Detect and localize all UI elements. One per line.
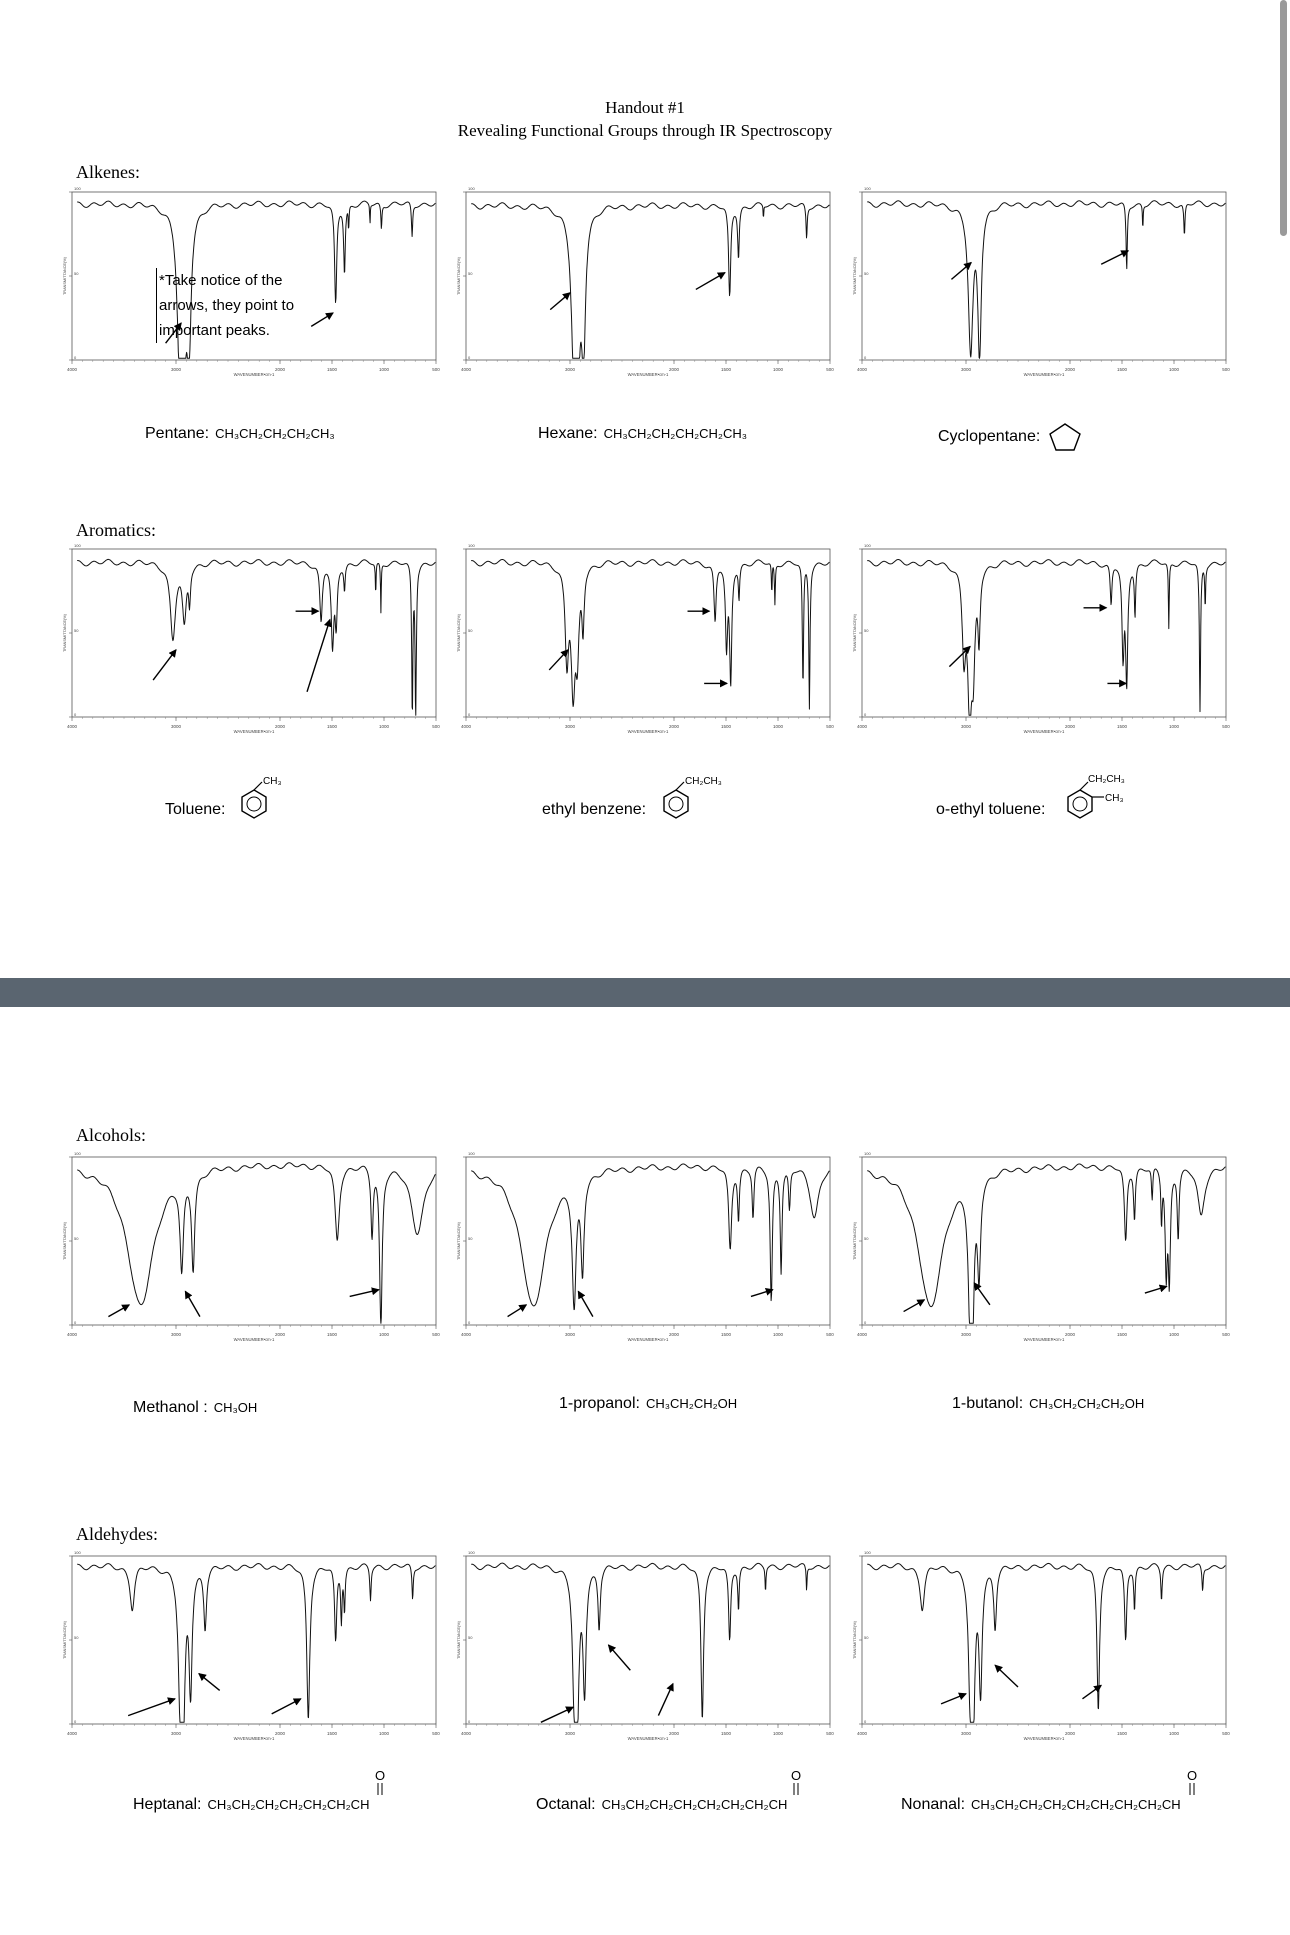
y-tick-label: 100 <box>864 543 871 548</box>
peak-arrow <box>508 1305 527 1317</box>
x-axis-label: WAVENUMBER•cm-1 <box>1023 372 1065 377</box>
peak-arrow <box>995 1665 1018 1687</box>
x-tick-label: 1000 <box>1168 1332 1180 1337</box>
caption-nonanal <box>901 1796 1181 1814</box>
spectrum-line <box>867 201 1225 359</box>
y-tick-label: 0 <box>468 355 471 360</box>
x-axis-label: WAVENUMBER•cm-1 <box>1023 729 1065 734</box>
y-axis-label: TRANSMITTANCE(%) <box>63 257 67 295</box>
compound-formula: CH₃OH <box>213 1400 258 1415</box>
x-tick-label: 3000 <box>960 1332 972 1337</box>
y-axis-label: TRANSMITTANCE(%) <box>63 614 67 652</box>
handout-subtitle: Revealing Functional Groups through IR Spectroscopy <box>457 121 833 140</box>
x-tick-label: 2000 <box>668 1332 680 1337</box>
spectrum-methanol <box>63 1151 440 1363</box>
spectrum-line <box>77 1564 435 1723</box>
peak-arrow <box>1101 251 1128 264</box>
x-tick-label: 500 <box>432 1731 440 1736</box>
section-aldehydes: Aldehydes: <box>76 1524 158 1544</box>
compound-name: Cyclopentane: <box>938 428 1041 445</box>
x-axis-label: WAVENUMBER•cm-1 <box>627 1337 669 1342</box>
caption-hexane <box>538 425 747 443</box>
caption-o-ethyltoluene <box>936 801 1045 819</box>
x-tick-label: 1000 <box>772 1731 784 1736</box>
x-tick-label: 3000 <box>170 1332 182 1337</box>
o-ethyltoluene-structure <box>1062 772 1152 824</box>
peak-arrow <box>951 263 971 280</box>
x-tick-label: 2000 <box>1064 724 1076 729</box>
compound-name: Hexane: <box>538 425 598 442</box>
arrow-note: *Take notice of the arrows, they point to important peaks. <box>156 268 299 343</box>
x-tick-label: 1000 <box>1168 367 1180 372</box>
y-axis-label: TRANSMITTANCE(%) <box>457 614 461 652</box>
peak-arrow <box>311 313 333 326</box>
caption-ethylbenzene <box>542 801 646 819</box>
y-tick-label: 50 <box>864 271 869 276</box>
peak-arrow <box>974 1283 990 1305</box>
peak-arrow <box>272 1699 301 1714</box>
caption-1-butanol <box>952 1395 1144 1413</box>
x-tick-label: 1000 <box>378 1731 390 1736</box>
x-tick-label: 1500 <box>720 1731 732 1736</box>
section-alkenes: Alkenes: <box>76 162 140 182</box>
compound-name: 1-propanol: <box>559 1395 640 1412</box>
y-tick-label: 0 <box>468 712 471 717</box>
y-tick-label: 100 <box>864 1151 871 1156</box>
y-tick-label: 100 <box>468 1151 475 1156</box>
caption-cyclopentane <box>938 428 1040 446</box>
carbonyl-oxygen: O <box>375 1768 386 1783</box>
x-tick-label: 2000 <box>668 724 680 729</box>
peak-arrow <box>350 1290 379 1297</box>
spectrum-line <box>867 1563 1225 1722</box>
peak-arrow <box>108 1305 129 1317</box>
caption-toluene <box>165 801 226 819</box>
x-tick-label: 1500 <box>1116 724 1128 729</box>
x-tick-label: 3000 <box>960 367 972 372</box>
cyclopentane-structure <box>1047 422 1083 452</box>
compound-formula: CH₃CH₂CH₂OH <box>645 1396 738 1411</box>
y-tick-label: 0 <box>864 1320 867 1325</box>
spectrum-line <box>471 560 829 710</box>
peak-arrow <box>153 650 176 680</box>
x-axis-label: WAVENUMBER•cm-1 <box>1023 1736 1065 1741</box>
x-tick-label: 4000 <box>66 367 78 372</box>
y-axis-label: TRANSMITTANCE(%) <box>457 1222 461 1260</box>
spectrum-1-propanol <box>457 1151 834 1363</box>
peak-arrow <box>941 1694 966 1704</box>
spectrum-line <box>867 560 1225 716</box>
ethylbenzene-structure <box>658 776 738 824</box>
y-tick-label: 0 <box>864 355 867 360</box>
spectrum-line <box>471 1563 829 1722</box>
peak-arrow <box>307 620 330 692</box>
y-axis-label: TRANSMITTANCE(%) <box>457 257 461 295</box>
y-tick-label: 100 <box>468 186 475 191</box>
y-tick-label: 50 <box>864 1635 869 1640</box>
plot-frame <box>862 549 1226 717</box>
peak-arrow <box>658 1684 673 1716</box>
spectrum-cyclopentane <box>853 186 1230 398</box>
page-divider <box>0 978 1290 1007</box>
x-tick-label: 4000 <box>460 1332 472 1337</box>
section-alcohols: Alcohols: <box>76 1125 146 1145</box>
spectrum-nonanal <box>853 1550 1230 1762</box>
x-tick-label: 3000 <box>564 367 576 372</box>
spectrum-1-butanol <box>853 1151 1230 1363</box>
x-tick-label: 3000 <box>170 367 182 372</box>
compound-formula: CH₃CH₂CH₂CH₂CH₃ <box>215 426 335 441</box>
substituent-label: CH₃ <box>263 776 282 787</box>
plot-frame <box>72 1556 436 1724</box>
compound-name: Methanol : <box>133 1399 208 1416</box>
x-tick-label: 4000 <box>460 724 472 729</box>
y-tick-label: 0 <box>74 712 77 717</box>
y-tick-label: 50 <box>864 628 869 633</box>
y-tick-label: 100 <box>864 1550 871 1555</box>
carbonyl-octanal <box>788 1768 804 1798</box>
y-axis-label: TRANSMITTANCE(%) <box>457 1621 461 1659</box>
y-tick-label: 100 <box>74 186 81 191</box>
compound-name: Heptanal: <box>133 1796 202 1813</box>
y-tick-label: 50 <box>74 1635 79 1640</box>
peak-arrow <box>541 1707 573 1722</box>
x-tick-label: 500 <box>826 724 834 729</box>
x-axis-label: WAVENUMBER•cm-1 <box>233 729 275 734</box>
y-tick-label: 100 <box>74 1151 81 1156</box>
y-tick-label: 0 <box>468 1719 471 1724</box>
handout-title: Handout #1 <box>605 98 685 117</box>
x-tick-label: 4000 <box>66 1332 78 1337</box>
spectrum-octanal <box>457 1550 834 1762</box>
x-tick-label: 2000 <box>1064 1731 1076 1736</box>
x-axis-label: WAVENUMBER•cm-1 <box>233 1337 275 1342</box>
x-tick-label: 1000 <box>772 1332 784 1337</box>
y-tick-label: 50 <box>74 271 79 276</box>
peak-arrow <box>608 1645 630 1670</box>
y-tick-label: 0 <box>468 1320 471 1325</box>
x-tick-label: 2000 <box>668 367 680 372</box>
x-tick-label: 500 <box>1222 1332 1230 1337</box>
x-tick-label: 2000 <box>1064 1332 1076 1337</box>
y-tick-label: 100 <box>468 1550 475 1555</box>
spectrum-toluene <box>63 543 440 755</box>
y-tick-label: 50 <box>468 271 473 276</box>
compound-formula: CH₃CH₂CH₂CH₂CH₂CH₂CH₂CH₂CH <box>971 1797 1181 1812</box>
x-tick-label: 2000 <box>1064 367 1076 372</box>
x-tick-label: 500 <box>432 724 440 729</box>
peak-arrow <box>199 1674 220 1691</box>
x-tick-label: 500 <box>432 367 440 372</box>
spectrum-o-ethyltoluene <box>853 543 1230 755</box>
x-tick-label: 1500 <box>720 1332 732 1337</box>
x-tick-label: 1500 <box>1116 1731 1128 1736</box>
caption-1-propanol <box>559 1395 737 1413</box>
x-tick-label: 500 <box>826 1332 834 1337</box>
y-tick-label: 50 <box>468 1236 473 1241</box>
x-tick-label: 4000 <box>856 1332 868 1337</box>
y-tick-label: 50 <box>74 628 79 633</box>
spectrum-line <box>77 559 435 715</box>
toluene-structure <box>236 776 286 824</box>
x-tick-label: 500 <box>1222 367 1230 372</box>
plot-frame <box>466 1556 830 1724</box>
compound-formula: CH₃CH₂CH₂CH₂CH₂CH₂CH <box>207 1797 370 1812</box>
y-axis-label: TRANSMITTANCE(%) <box>853 1621 857 1659</box>
x-axis-label: WAVENUMBER•cm-1 <box>1023 1337 1065 1342</box>
compound-name: Octanal: <box>536 1796 596 1813</box>
x-tick-label: 3000 <box>170 1731 182 1736</box>
carbonyl-oxygen: O <box>791 1768 802 1783</box>
x-tick-label: 1500 <box>1116 1332 1128 1337</box>
plot-frame <box>466 192 830 360</box>
x-tick-label: 1500 <box>326 367 338 372</box>
x-tick-label: 1000 <box>378 1332 390 1337</box>
peak-arrow <box>1145 1286 1167 1293</box>
x-tick-label: 2000 <box>274 1731 286 1736</box>
compound-formula: CH₃CH₂CH₂CH₂OH <box>1029 1396 1145 1411</box>
x-tick-label: 1000 <box>772 367 784 372</box>
x-tick-label: 1000 <box>1168 1731 1180 1736</box>
y-tick-label: 0 <box>74 355 77 360</box>
x-tick-label: 500 <box>432 1332 440 1337</box>
compound-name: ethyl benzene: <box>542 801 647 818</box>
x-tick-label: 3000 <box>564 724 576 729</box>
x-tick-label: 2000 <box>274 1332 286 1337</box>
x-tick-label: 3000 <box>170 724 182 729</box>
compound-formula: CH₃CH₂CH₂CH₂CH₂CH₂CH₂CH <box>601 1797 788 1812</box>
scrollbar-thumb[interactable] <box>1280 0 1287 236</box>
y-tick-label: 50 <box>468 1635 473 1640</box>
x-tick-label: 2000 <box>274 367 286 372</box>
x-tick-label: 3000 <box>960 724 972 729</box>
y-tick-label: 50 <box>468 628 473 633</box>
y-tick-label: 100 <box>864 186 871 191</box>
x-axis-label: WAVENUMBER•cm-1 <box>627 1736 669 1741</box>
peak-arrow <box>550 293 570 310</box>
plot-frame <box>862 192 1226 360</box>
x-tick-label: 1000 <box>378 367 390 372</box>
compound-name: Pentane: <box>145 425 210 442</box>
peak-arrow <box>128 1699 175 1716</box>
compound-formula: CH₃CH₂CH₂CH₂CH₂CH₃ <box>603 426 748 441</box>
x-axis-label: WAVENUMBER•cm-1 <box>627 729 669 734</box>
peak-arrow <box>751 1290 773 1297</box>
x-tick-label: 1500 <box>326 1731 338 1736</box>
x-tick-label: 4000 <box>856 367 868 372</box>
x-tick-label: 1000 <box>772 724 784 729</box>
caption-heptanal <box>133 1796 369 1814</box>
x-tick-label: 500 <box>1222 724 1230 729</box>
y-tick-label: 0 <box>864 1719 867 1724</box>
peak-arrow <box>185 1291 200 1316</box>
x-tick-label: 1500 <box>326 1332 338 1337</box>
x-tick-label: 4000 <box>66 724 78 729</box>
x-axis-label: WAVENUMBER•cm-1 <box>233 372 275 377</box>
peak-arrow <box>578 1291 593 1316</box>
x-tick-label: 4000 <box>66 1731 78 1736</box>
y-tick-label: 50 <box>74 1236 79 1241</box>
y-tick-label: 0 <box>864 712 867 717</box>
x-tick-label: 4000 <box>460 1731 472 1736</box>
substituent-label: CH₂CH₃ <box>685 776 722 787</box>
substituent-label-2: CH₃ <box>1105 793 1124 804</box>
spectrum-line <box>471 203 829 359</box>
x-tick-label: 1500 <box>720 367 732 372</box>
caption-octanal <box>536 1796 787 1814</box>
x-tick-label: 4000 <box>856 1731 868 1736</box>
x-tick-label: 4000 <box>460 367 472 372</box>
carbonyl-nonanal <box>1184 1768 1200 1798</box>
peak-arrow <box>904 1300 925 1312</box>
y-axis-label: TRANSMITTANCE(%) <box>63 1621 67 1659</box>
spectrum-line <box>77 1163 435 1324</box>
plot-frame <box>862 1556 1226 1724</box>
section-aromatics: Aromatics: <box>76 520 156 540</box>
spectrum-line <box>867 1164 1225 1323</box>
x-tick-label: 500 <box>1222 1731 1230 1736</box>
caption-methanol <box>133 1399 257 1417</box>
compound-name: Toluene: <box>165 801 226 818</box>
compound-name: Nonanal: <box>901 1796 966 1813</box>
x-tick-label: 1500 <box>1116 367 1128 372</box>
carbonyl-heptanal <box>372 1768 388 1798</box>
compound-name: 1-butanol: <box>952 1395 1024 1412</box>
spectrum-line <box>471 1164 829 1310</box>
caption-pentane <box>145 425 335 443</box>
spectrum-heptanal <box>63 1550 440 1762</box>
x-tick-label: 3000 <box>564 1332 576 1337</box>
y-tick-label: 100 <box>468 543 475 548</box>
peak-arrow <box>696 273 725 290</box>
carbonyl-oxygen: O <box>1187 1768 1198 1783</box>
y-axis-label: TRANSMITTANCE(%) <box>853 614 857 652</box>
x-tick-label: 1000 <box>378 724 390 729</box>
substituent-label: CH₂CH₃ <box>1088 774 1125 785</box>
x-tick-label: 500 <box>826 367 834 372</box>
x-tick-label: 4000 <box>856 724 868 729</box>
y-tick-label: 0 <box>74 1719 77 1724</box>
x-axis-label: WAVENUMBER•cm-1 <box>233 1736 275 1741</box>
x-tick-label: 3000 <box>564 1731 576 1736</box>
x-tick-label: 3000 <box>960 1731 972 1736</box>
y-tick-label: 100 <box>74 543 81 548</box>
x-tick-label: 2000 <box>274 724 286 729</box>
x-tick-label: 2000 <box>668 1731 680 1736</box>
spectrum-ethylbenzene <box>457 543 834 755</box>
x-axis-label: WAVENUMBER•cm-1 <box>627 372 669 377</box>
y-axis-label: TRANSMITTANCE(%) <box>853 257 857 295</box>
x-tick-label: 1000 <box>1168 724 1180 729</box>
x-tick-label: 1500 <box>720 724 732 729</box>
y-tick-label: 50 <box>864 1236 869 1241</box>
y-axis-label: TRANSMITTANCE(%) <box>853 1222 857 1260</box>
compound-name: o-ethyl toluene: <box>936 801 1046 818</box>
x-tick-label: 500 <box>826 1731 834 1736</box>
spectrum-hexane <box>457 186 834 398</box>
y-tick-label: 0 <box>74 1320 77 1325</box>
peak-arrow <box>549 650 568 670</box>
x-tick-label: 1500 <box>326 724 338 729</box>
y-axis-label: TRANSMITTANCE(%) <box>63 1222 67 1260</box>
y-tick-label: 100 <box>74 1550 81 1555</box>
